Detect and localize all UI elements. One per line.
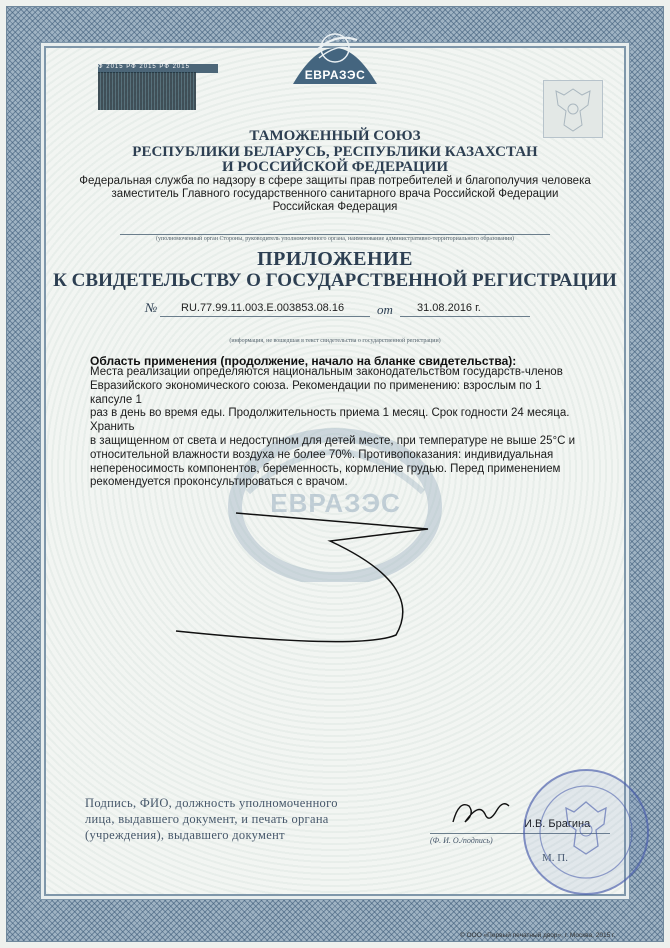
signature-label-line: Подпись, ФИО, должность уполномоченного xyxy=(85,796,338,810)
registration-number: RU.77.99.11.003.E.003853.08.16 xyxy=(181,302,345,314)
security-strip xyxy=(98,72,196,110)
content-line: непереносимость компонентов, беременность, кормление грудью. Перед применением xyxy=(90,462,561,475)
signature-label-line: (учреждения), выдавшего документ xyxy=(85,828,285,842)
serial-strip: Ф 2015 РФ 2015 РФ 2015 xyxy=(98,64,218,73)
document-subtitle: К СВИДЕТЕЛЬСТВУ О ГОСУДАРСТВЕННОЙ РЕГИСТРАЦИИ xyxy=(53,270,617,291)
content-line: раз в день во время еды. Продолжительность приема 1 месяц. Срок годности 24 месяца. Хранить xyxy=(90,407,570,434)
authority-underline xyxy=(120,234,550,235)
union-line-2: РЕСПУБЛИКИ БЕЛАРУСЬ, РЕСПУБЛИКИ КАЗАХСТАН xyxy=(132,144,538,160)
content-line: в защищенном от света и недоступном для детей месте, при температуре не выше 25°C и xyxy=(90,434,576,447)
content-line: относительной влажности воздуха не более 70%. Противопоказания: индивидуальная xyxy=(90,448,554,461)
number-label: № xyxy=(145,300,158,315)
document-title: ПРИЛОЖЕНИЕ xyxy=(257,248,413,270)
authority-line-2: заместитель Главного государственного санитарного врача Российской Федерации xyxy=(111,188,559,200)
content-line: Евразийского экономического союза. Рекомендации по применению: взрослым по 1 капсуле 1 xyxy=(90,379,542,406)
authority-caption: (уполномоченный орган Стороны, руководитель уполномоченного органа, наименование административно-территориального образования) xyxy=(156,236,514,242)
content-line: рекомендуется проконсультироваться с врачом. xyxy=(90,476,348,489)
registration-caption: (информация, не вошедшая в текст свидетельства о государственной регистрации) xyxy=(229,338,441,344)
union-line-1: ТАМОЖЕННЫЙ СОЮЗ xyxy=(249,128,421,144)
date-underline xyxy=(400,316,530,317)
section-title: Область применения (продолжение, начало на бланке свидетельства): xyxy=(90,354,517,368)
signature-label xyxy=(85,795,380,843)
registration-date: 31.08.2016 г. xyxy=(417,302,481,314)
cancellation-stroke xyxy=(170,505,430,655)
printer-imprint: © ООО «Первый печатный двор», г. Москва, 2015 г. xyxy=(460,932,616,939)
authority-line-3: Российская Федерация xyxy=(272,201,398,213)
content-body xyxy=(90,366,580,490)
authority-line-1: Федеральная служба по надзору в сфере защиты прав потребителей и благополучия человека xyxy=(79,175,591,187)
signature-label-line: лица, выдавшего документ, и печать органа xyxy=(85,812,329,826)
registration-row xyxy=(145,300,525,320)
date-label: от xyxy=(377,302,393,317)
number-underline xyxy=(160,316,370,317)
union-line-3: И РОССИЙСКОЙ ФЕДЕРАЦИИ xyxy=(221,159,449,175)
handwritten-signature xyxy=(445,792,515,832)
watermark-text: ЕВРАЗЭС xyxy=(270,488,401,518)
official-seal-icon xyxy=(520,766,652,898)
fio-caption: (Ф. И. О./подпись) xyxy=(430,836,493,845)
content-line: Места реализации определяются национальным законодательством государств-членов xyxy=(90,366,563,378)
logo-text: ЕВРАЗЭС xyxy=(304,68,366,82)
